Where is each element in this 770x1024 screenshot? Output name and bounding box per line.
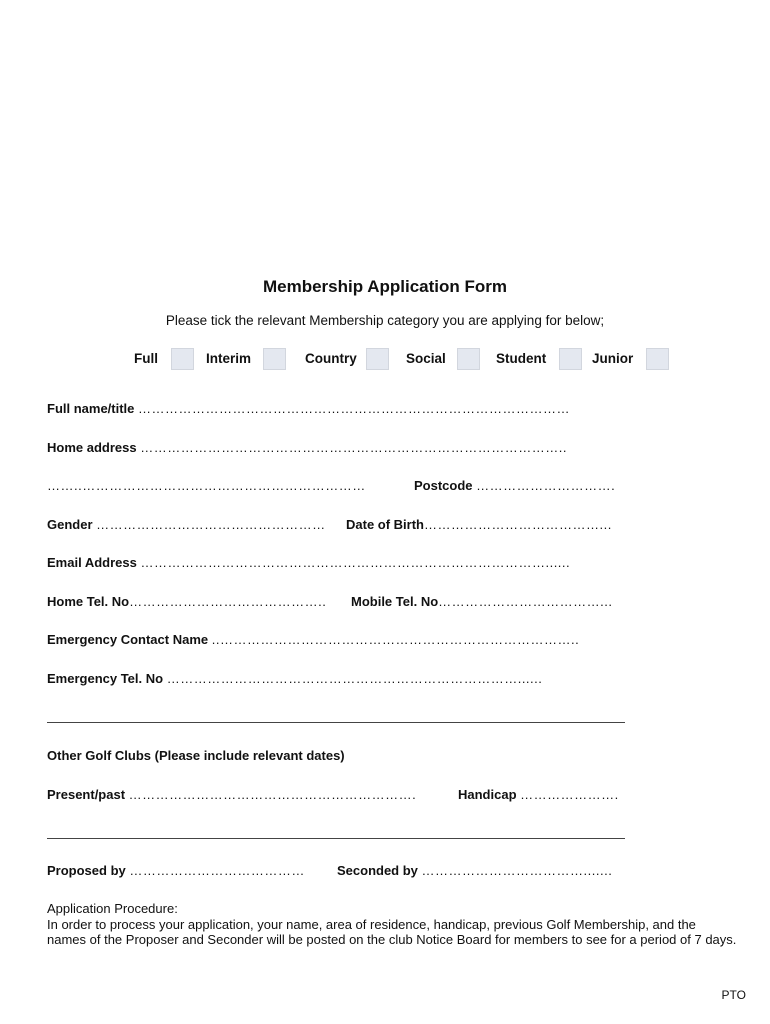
email-dots: ………………………………………………………………………………...... — [140, 555, 571, 570]
full-name-label: Full name/title — [47, 401, 135, 416]
category-label-social: Social — [406, 351, 446, 366]
emergency-tel-label: Emergency Tel. No — [47, 671, 164, 686]
handicap-field[interactable] — [458, 787, 619, 802]
category-label-junior: Junior — [592, 351, 634, 366]
application-procedure — [47, 901, 737, 948]
category-label-interim: Interim — [206, 351, 252, 366]
pto-label: PTO — [721, 988, 746, 1002]
checkbox-social[interactable] — [457, 348, 480, 370]
mobile-tel-dots: ………………………………... — [438, 594, 613, 609]
seconded-by-label: Seconded by — [337, 863, 418, 878]
procedure-body: In order to process your application, your name, area of residence, handicap, previous Golf Membership, and the names of the Proposer and Seconder will be posted on the club Notice Board for members to see for a period of 7 days. — [47, 916, 737, 947]
postcode-field[interactable] — [414, 478, 615, 493]
emergency-contact-dots: ..…………………………………………………………………….. — [211, 632, 580, 647]
postcode-dots: …………………………. — [476, 478, 616, 493]
home-address-field[interactable] — [47, 440, 567, 455]
full-name-field[interactable] — [47, 401, 570, 416]
handicap-dots: …………………. — [520, 787, 619, 802]
present-past-dots: ………………………………………………………. — [128, 787, 417, 802]
home-tel-label: Home Tel. No — [47, 594, 130, 609]
proposed-by-dots: ………………………………… — [129, 863, 305, 878]
dob-label: Date of Birth — [346, 517, 424, 532]
checkbox-interim[interactable] — [263, 348, 286, 370]
mobile-tel-label: Mobile Tel. No — [351, 594, 439, 609]
dob-field[interactable] — [346, 517, 612, 532]
category-label-country: Country — [305, 351, 357, 366]
email-label: Email Address — [47, 555, 137, 570]
proposed-by-label: Proposed by — [47, 863, 126, 878]
emergency-tel-field[interactable] — [47, 671, 542, 686]
checkbox-country[interactable] — [366, 348, 389, 370]
handicap-label: Handicap — [458, 787, 517, 802]
emergency-contact-field[interactable] — [47, 632, 579, 647]
checkbox-full[interactable] — [171, 348, 194, 370]
checkbox-junior[interactable] — [646, 348, 669, 370]
procedure-heading: Application Procedure: — [47, 901, 178, 916]
category-label-full: Full — [134, 351, 158, 366]
gender-field[interactable] — [47, 517, 326, 532]
home-address-label: Home address — [47, 440, 137, 455]
divider-line — [47, 722, 625, 723]
home-tel-dots: …………………………………….. — [129, 594, 327, 609]
present-past-field[interactable] — [47, 787, 416, 802]
proposed-by-field[interactable] — [47, 863, 305, 878]
category-label-student: Student — [496, 351, 547, 366]
emergency-contact-label: Emergency Contact Name — [47, 632, 209, 647]
seconded-by-dots: ………………………………....... — [421, 863, 613, 878]
mobile-tel-field[interactable] — [351, 594, 613, 609]
seconded-by-field[interactable] — [337, 863, 612, 878]
present-past-label: Present/past — [47, 787, 126, 802]
emergency-tel-dots: ……………………………………………………………………...... — [166, 671, 543, 686]
gender-label: Gender — [47, 517, 93, 532]
email-field[interactable] — [47, 555, 570, 570]
form-instruction: Please tick the relevant Membership category you are applying for below; — [165, 313, 605, 328]
other-clubs-heading: Other Golf Clubs (Please include relevant dates) — [47, 748, 345, 763]
checkbox-student[interactable] — [559, 348, 582, 370]
divider-line — [47, 838, 625, 839]
home-address-dots: ………………………………………………………………………………….. — [140, 440, 567, 455]
address-line2-field[interactable] — [47, 478, 366, 493]
postcode-label: Postcode — [414, 478, 473, 493]
form-title: Membership Application Form — [262, 277, 507, 296]
gender-dots: …………………………………………… — [96, 517, 326, 532]
full-name-dots: …………………………………………………………………………………… — [138, 401, 571, 416]
dob-dots: …………………………………... — [424, 517, 612, 532]
home-tel-field[interactable] — [47, 594, 326, 609]
address-line2-dots: ……..……………………………………………………… — [47, 478, 366, 493]
